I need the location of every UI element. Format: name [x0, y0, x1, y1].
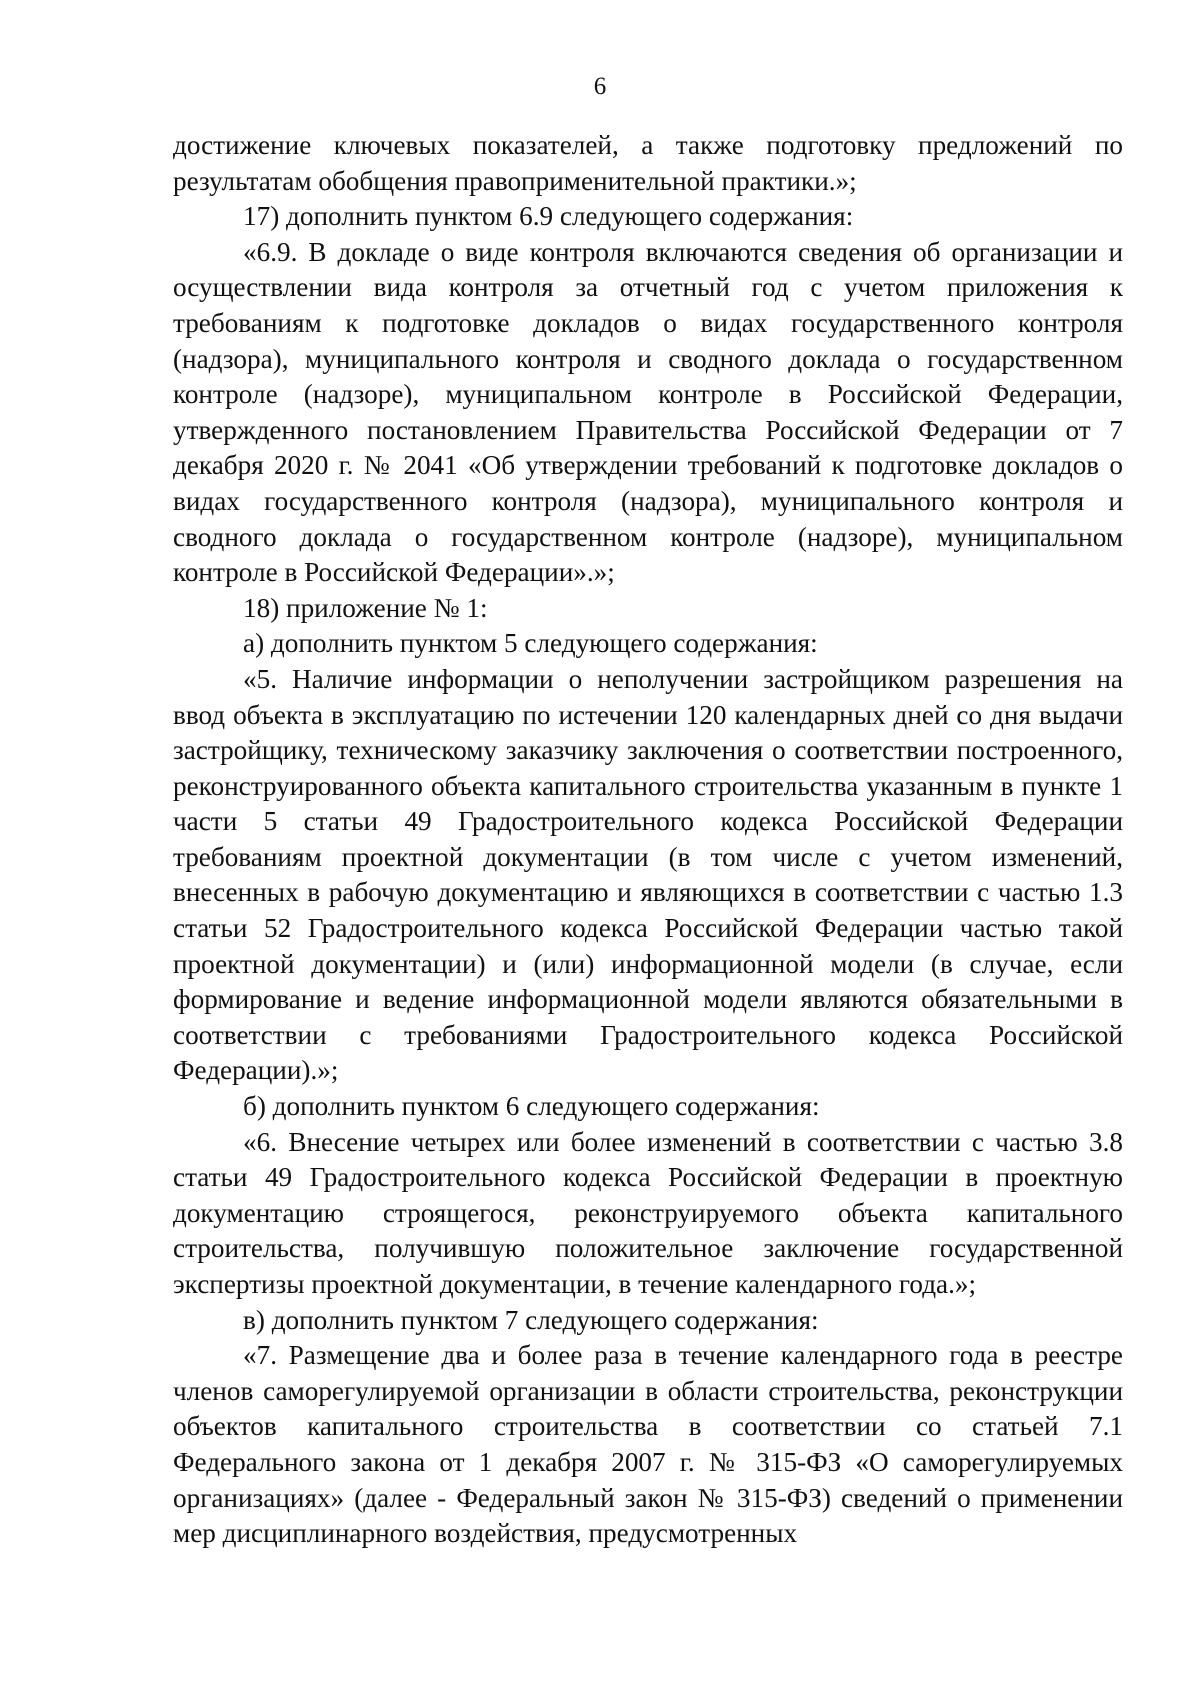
page-number: 6 — [593, 73, 607, 100]
paragraph-4: 18) приложение № 1: — [243, 592, 488, 623]
paragraph-10: «7. Размещение два и более раза в течение календарного года в реестре членов саморегулируемой организации в области строительства, реконструкции объектов капитального строительства в соответствии со статьей 7.1 Федерального закона от 1 декабря 2007 г. № 315-ФЗ «О саморегулируемых организациях» (далее - Федеральный закон № 315-ФЗ) сведений о применении мер дисциплинарного воздействия, предусмотренных — [173, 1340, 1123, 1549]
paragraph-8: «6. Внесение четырех или более изменений в соответствии с частью 3.8 статьи 49 Градостроительного кодекса Российской Федерации в проектную документацию строящегося, реконструируемого объекта капитального строительства, получившую положительное заключение государственной экспертизы проектной документации, в течение календарного года.»; — [173, 1126, 1123, 1299]
paragraph-9: в) дополнить пунктом 7 следующего содержания: — [243, 1304, 819, 1335]
paragraph-7: б) дополнить пунктом 6 следующего содержания: — [243, 1091, 820, 1122]
paragraph-6: «5. Наличие информации о неполучении застройщиком разрешения на ввод объекта в эксплуатацию по истечении 120 календарных дней со дня выдачи застройщику, техническому заказчику заключения о соответствии построенного, реконструированного объекта капитального строительства указанным в пункте 1 части 5 статьи 49 Градостроительного кодекса Российской Федерации требованиям проектной документации (в том числе с учетом изменений, внесенных в рабочую документацию и являющихся в соответствии с частью 1.3 статьи 52 Градостроительного кодекса Российской Федерации частью такой проектной документации) и (или) информационной модели (в случае, если формирование и ведение информационной модели являются обязательными в соответствии с требованиями Градостроительного кодекса Российской Федерации).»; — [173, 663, 1123, 1086]
paragraph-1: достижение ключевых показателей, а также подготовку предложений по результатам обобщения правоприменительной практики.»; — [173, 130, 1123, 196]
paragraph-2: 17) дополнить пунктом 6.9 следующего содержания: — [243, 201, 854, 232]
paragraph-3: «6.9. В докладе о виде контроля включаются сведения об организации и осуществлении вида контроля за отчетный год с учетом приложения к требованиям к подготовке докладов о видах государственного контроля (надзора), муниципального контроля и сводного доклада о государственном контроле (надзоре), муниципальном контроле в Российской Федерации, утвержденного постановлением Правительства Российской Федерации от 7 декабря 2020 г. № 2041 «Об утверждении требований к подготовке докладов о видах государственного контроля (надзора), муниципального контроля и сводного доклада о государственном контроле (надзоре), муниципальном контроле в Российской Федерации».»; — [173, 236, 1123, 588]
paragraph-5: а) дополнить пунктом 5 следующего содержания: — [243, 628, 818, 659]
document-body — [173, 128, 1123, 1552]
